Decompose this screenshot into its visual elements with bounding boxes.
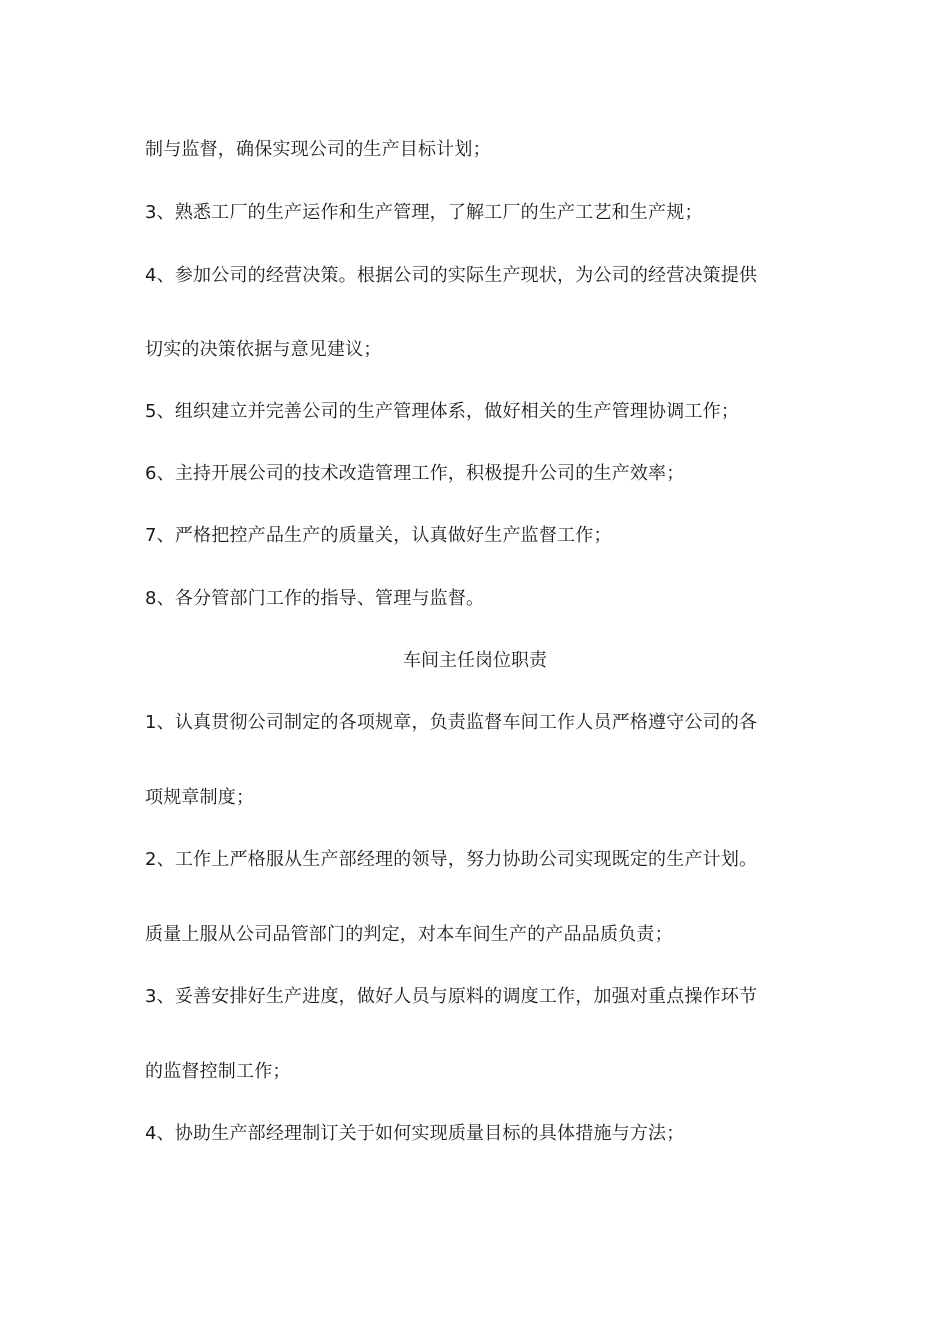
text-line: 3、熟悉工厂的生产运作和生产管理，了解工厂的生产工艺和生产规； (145, 202, 703, 223)
text-line: 切实的决策依据与意见建议； (145, 339, 382, 360)
text-line: 6、主持开展公司的技术改造管理工作，积极提升公司的生产效率； (145, 463, 685, 484)
text-line: 3、妥善安排好生产进度，做好人员与原料的调度工作，加强对重点操作环节 (145, 986, 758, 1007)
text-line: 项规章制度； (145, 787, 255, 808)
text-line: 质量上服从公司品管部门的判定，对本车间生产的产品品质负责； (145, 924, 673, 945)
text-line: 4、参加公司的经营决策。根据公司的实际生产现状，为公司的经营决策提供 (145, 265, 758, 286)
text-line: 制与监督，确保实现公司的生产目标计划； (145, 139, 491, 160)
text-line: 7、严格把控产品生产的质量关，认真做好生产监督工作； (145, 525, 612, 546)
text-line: 4、协助生产部经理制订关于如何实现质量目标的具体措施与方法； (145, 1123, 685, 1144)
text-line: 的监督控制工作； (145, 1061, 291, 1082)
text-line: 5、组织建立并完善公司的生产管理体系，做好相关的生产管理协调工作； (145, 401, 740, 422)
text-line: 2、工作上严格服从生产部经理的领导，努力协助公司实现既定的生产计划。 (145, 849, 758, 870)
section-title: 车间主任岗位职责 (403, 650, 547, 671)
text-line: 1、认真贯彻公司制定的各项规章，负责监督车间工作人员严格遵守公司的各 (145, 712, 758, 733)
text-line: 8、各分管部门工作的指导、管理与监督。 (145, 588, 485, 609)
